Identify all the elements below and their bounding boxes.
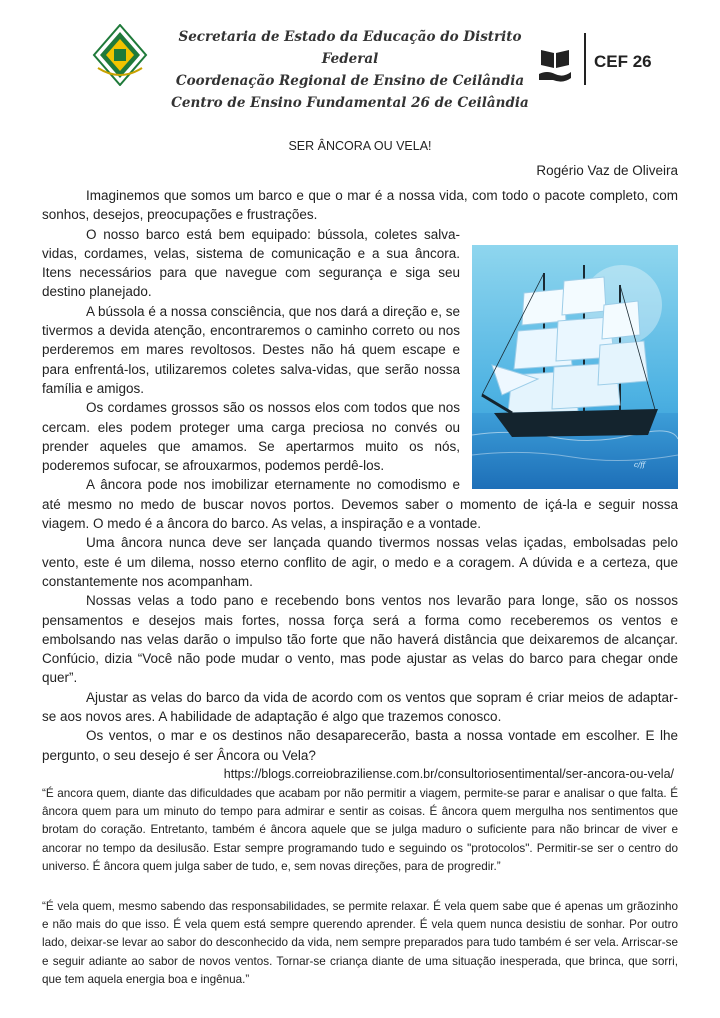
paragraph-4: Os cordames grossos são os nossos elos com todos que nos cercam. eles podem proteger uma carga preciosa no convés ou prender aqueles que amamos. Se apertarmos muito os nós, poderemos sufocar, se afrouxarmos, podemos perdê-los. xyxy=(42,400,460,474)
article-author: Rogério Vaz de Oliveira xyxy=(536,163,678,178)
paragraph-1: Imaginemos que somos um barco e que o mar é a nossa vida, com todo o pacote completo, com sonhos, desejos, preocupações e frustrações. xyxy=(42,188,678,223)
letterhead-line-1: Secretaria de Estado da Educação do Distrito Federal xyxy=(178,29,522,67)
logo-divider xyxy=(584,33,586,85)
letterhead xyxy=(0,0,720,110)
letterhead-line-2: Coordenação Regional de Ensino de Ceilândia xyxy=(175,73,525,89)
paragraph-3: A bússola é a nossa consciência, que nos dará a direção e, se tivermos a devida atenção, encontraremos o caminho correto ou nos perderemos em mares revoltosos. Destes não há quem escape e para enfrentá-los, utilizaremos coletes salva-vidas, que serão nossa família e amigos. xyxy=(42,303,460,396)
paragraph-5: A âncora pode nos imobilizar eternamente no comodismo e até mesmo no medo de buscar novos portos. Devemos saber o momento de içá-la e seguir nossa viagem. O medo é a âncora do barco. As velas, a inspiração e a vontade. xyxy=(42,477,678,532)
paragraph-2: O nosso barco está bem equipado: bússola, coletes salva-vidas, cordames, velas, sistema de comunicação e a sua âncora. Itens necessários para que navegue com segurança e siga seu destino planejado. xyxy=(42,226,460,300)
school-code: CEF 26 xyxy=(594,52,652,71)
letterhead-text xyxy=(170,26,530,114)
sail-quote: “É vela quem, mesmo sabendo das responsabilidades, se permite relaxar. É vela quem sabe que é apenas um grãozinho e não mais do que isso. É vela quem está sempre querendo aprender. É vela quem nunca desistiu de sonhar. Por outro lado, deixar-se levar ao sabor do desconhecido da vida, nem sempre preparados para tudo também é ser vela. Arriscar-se e seguir adiante ao sabor de novos ventos. Tornar-se criança diante de uma situação inesperada, que brinca, que sorri, que tem aquela energia boa e ingênua.” xyxy=(42,900,678,986)
book-hand-icon xyxy=(537,44,573,84)
svg-text:c/ff: c/ff xyxy=(634,460,646,469)
paragraph-7: Nossas velas a todo pano e recebendo bons ventos nos levarão para longe, são os nossos pensamentos e desejos mais fortes, nossa força será a forma como receberemos os ventos e embolsando nas velas darão o impulso tão forte que não haverá distância que deixaremos de alcançar. Confúcio, dizia “Você não pode mudar o vento, mas pode ajustar as velas do barco para chegar onde quer”. xyxy=(42,593,678,686)
paragraph-6: Uma âncora nunca deve ser lançada quando tivermos nossas velas içadas, embolsadas pelo vento, este é um dilema, nosso eterno conflito de agir, o medo e a coragem. A dúvida e a certeza, que constantemente nos acompanham. xyxy=(42,535,678,589)
anchor-quote: “É ancora quem, diante das dificuldades que acabam por não permitir a viagem, permite-se parar e analisar o que falta. É âncora quem para um minuto do tempo para admirar e sentir as coisas. É âncora quem mergulha nos sentimentos que brotam do coração. Entretanto, também é âncora aquele que se julga maduro o suficiente para não brincar de viver e ancorar no tempo da desilusão. Estar sempre programando tudo e seguindo os "protocolos". Permitir-se ser o centro do universo. É âncora quem julga saber de tudo, e, sem novas direções, para de progredir.” xyxy=(42,787,678,873)
sailing-ship-illustration xyxy=(472,245,678,489)
df-crest-icon xyxy=(92,24,148,86)
letterhead-line-3: Centro de Ensino Fundamental 26 de Ceilândia xyxy=(171,95,529,111)
article-body xyxy=(42,186,678,784)
article-title: SER ÂNCORA OU VELA! xyxy=(288,139,432,153)
source-link[interactable]: https://blogs.correiobraziliense.com.br/consultoriosentimental/ser-ancora-ou-vela/ xyxy=(223,766,674,781)
paragraph-9: Os ventos, o mar e os destinos não desaparecerão, basta a nossa vontade em escolher. E lhe pergunto, o seu desejo é ser Âncora ou Vela? xyxy=(42,728,678,763)
paragraph-8: Ajustar as velas do barco da vida de acordo com os ventos que sopram é criar meios de adaptar-se aos novos ares. A habilidade de adaptação é algo que trazemos conosco. xyxy=(42,689,678,725)
